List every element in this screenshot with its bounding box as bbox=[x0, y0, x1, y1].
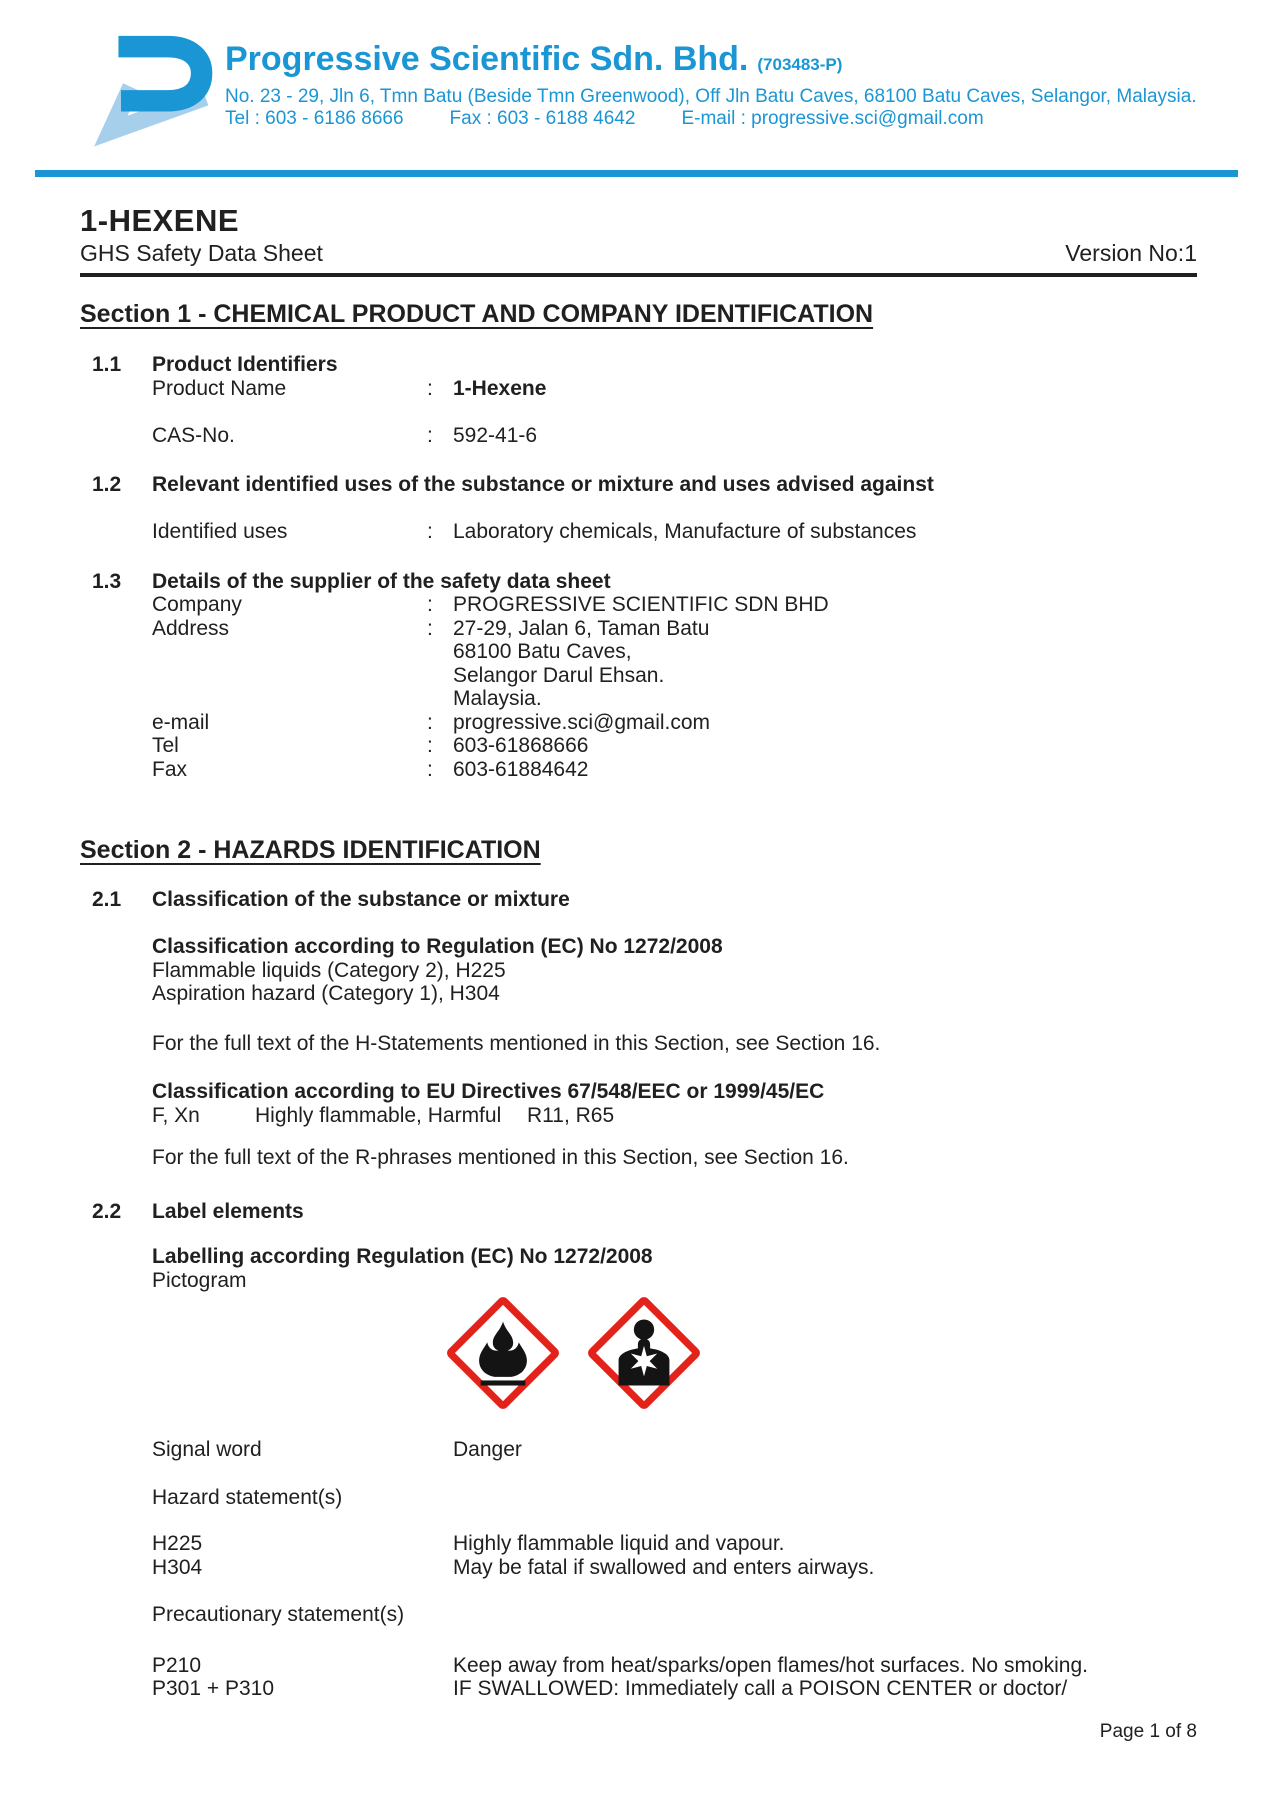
precautionary-code: P301 + P310 bbox=[152, 1677, 275, 1700]
precautionary-text: IF SWALLOWED: Immediately call a POISON CENTER or doctor/ bbox=[453, 1677, 1068, 1700]
section-2-heading: Section 2 - HAZARDS IDENTIFICATION bbox=[80, 836, 541, 864]
supplier-address-row bbox=[152, 640, 1197, 664]
eu-r-phrases: R11, R65 bbox=[527, 1103, 615, 1127]
version-label: Version No:1 bbox=[1065, 240, 1197, 266]
supplier-address-row bbox=[152, 617, 1197, 641]
subsection-1-2 bbox=[80, 473, 1197, 544]
precautionary-text: Keep away from heat/sparks/open flames/hot surfaces. No smoking. bbox=[453, 1653, 1088, 1677]
colon: : bbox=[427, 520, 433, 543]
doc-type: GHS Safety Data Sheet bbox=[80, 240, 323, 266]
subsection-1-3 bbox=[80, 570, 1197, 782]
hazard-statement-row bbox=[152, 1532, 1197, 1556]
company-tel: Tel : 603 - 6186 8666 bbox=[225, 108, 404, 129]
colon: : bbox=[427, 757, 433, 781]
supplier-address-row bbox=[152, 664, 1197, 688]
subsection-2-1 bbox=[80, 888, 1197, 1170]
subsection-number: 1.1 bbox=[92, 353, 122, 376]
r-phrases-note: For the full text of the R-phrases mentioned in this Section, see Section 16. bbox=[152, 1146, 849, 1169]
signal-word-label: Signal word bbox=[152, 1438, 262, 1461]
fax-label: Fax bbox=[152, 757, 188, 781]
logo-ribbon-dark bbox=[118, 47, 201, 101]
product-title: 1-HEXENE bbox=[80, 203, 240, 238]
section-1-heading: Section 1 - CHEMICAL PRODUCT AND COMPANY IDENTIFICATION bbox=[80, 300, 874, 328]
supplier-address-row bbox=[152, 687, 1197, 711]
colon: : bbox=[427, 423, 433, 447]
subsection-title: Relevant identified uses of the substance or mixture and uses advised against bbox=[152, 473, 934, 496]
clp-classification-item: Aspiration hazard (Category 1), H304 bbox=[152, 982, 500, 1005]
hazard-text: Highly flammable liquid and vapour. bbox=[453, 1532, 785, 1555]
address-line-2: 68100 Batu Caves, bbox=[453, 640, 632, 663]
supplier-company-row bbox=[152, 593, 1197, 617]
eu-classification-heading: Classification according to EU Directives 67/548/EEC or 1999/45/EC bbox=[152, 1080, 825, 1103]
subsection-number: 2.1 bbox=[92, 888, 122, 911]
colon: : bbox=[427, 616, 433, 640]
precautionary-statement-row bbox=[152, 1654, 1197, 1678]
subsection-2-2 bbox=[80, 1200, 1197, 1701]
address-label: Address bbox=[152, 616, 230, 640]
subsection-number: 1.2 bbox=[92, 473, 122, 496]
subsection-number: 1.3 bbox=[92, 569, 122, 593]
cas-row bbox=[152, 424, 1197, 448]
company-reg-no: (703483-P) bbox=[757, 55, 843, 74]
precautionary-statements-heading: Precautionary statement(s) bbox=[152, 1603, 405, 1626]
pictogram-label: Pictogram bbox=[152, 1268, 247, 1292]
health-hazard-icon bbox=[583, 1292, 705, 1414]
email-label: e-mail bbox=[152, 710, 210, 734]
product-name-label: Product Name bbox=[152, 376, 287, 400]
clp-classification-item: Flammable liquids (Category 2), H225 bbox=[152, 958, 506, 982]
doc-subtitle-row bbox=[80, 241, 1197, 265]
company-address: No. 23 - 29, Jln 6, Tmn Batu (Beside Tmn Greenwood), Off Jln Batu Caves, 68100 Batu Caves, Selangor, Malaysia. bbox=[225, 86, 1197, 107]
hazard-text: May be fatal if swallowed and enters airways. bbox=[453, 1555, 875, 1579]
flame-icon bbox=[442, 1292, 564, 1414]
ghs-pictograms bbox=[442, 1292, 1197, 1414]
company-name-line bbox=[225, 40, 842, 84]
address-line-4: Malaysia. bbox=[453, 687, 542, 710]
title-divider bbox=[80, 273, 1197, 277]
signal-word-value: Danger bbox=[453, 1438, 522, 1461]
product-name-value: 1-Hexene bbox=[453, 376, 547, 400]
subsection-title: Label elements bbox=[152, 1199, 304, 1223]
hazard-statements-heading: Hazard statement(s) bbox=[152, 1485, 343, 1509]
address-line-3: Selangor Darul Ehsan. bbox=[453, 663, 665, 687]
supplier-email-row bbox=[152, 711, 1197, 735]
precautionary-statement-row bbox=[152, 1677, 1197, 1701]
document-body bbox=[80, 176, 1197, 1701]
labelling-heading: Labelling according Regulation (EC) No 1272/2008 bbox=[152, 1245, 653, 1268]
identified-uses-label: Identified uses bbox=[152, 520, 288, 543]
subsection-title: Details of the supplier of the safety data sheet bbox=[152, 569, 611, 593]
company-label: Company bbox=[152, 593, 242, 616]
address-line-1: 27-29, Jalan 6, Taman Batu bbox=[453, 616, 710, 640]
identified-uses-value: Laboratory chemicals, Manufacture of substances bbox=[453, 520, 917, 543]
eu-classification-row bbox=[152, 1104, 1197, 1128]
company-value: PROGRESSIVE SCIENTIFIC SDN BHD bbox=[453, 593, 829, 616]
supplier-fax-row bbox=[152, 758, 1197, 782]
signal-word-row bbox=[152, 1438, 1197, 1462]
company-name: Progressive Scientific Sdn. Bhd. bbox=[225, 40, 749, 78]
company-logo-icon bbox=[92, 28, 218, 156]
company-fax: Fax : 603 - 6188 4642 bbox=[449, 108, 636, 129]
hazard-code: H304 bbox=[152, 1555, 203, 1579]
subsection-number: 2.2 bbox=[92, 1199, 122, 1223]
colon: : bbox=[427, 376, 433, 400]
company-contact-line bbox=[225, 108, 984, 129]
subsection-1-1 bbox=[80, 353, 1197, 447]
h-statements-note: For the full text of the H-Statements mentioned in this Section, see Section 16. bbox=[152, 1031, 881, 1055]
subsection-title: Classification of the substance or mixture bbox=[152, 888, 570, 911]
supplier-tel-row bbox=[152, 734, 1197, 758]
product-name-row bbox=[152, 377, 1197, 401]
tel-label: Tel bbox=[152, 734, 179, 757]
clp-classification-heading: Classification according to Regulation (EC) No 1272/2008 bbox=[152, 935, 723, 958]
flame-baseline bbox=[481, 1380, 526, 1385]
precautionary-code: P210 bbox=[152, 1653, 202, 1677]
fax-value: 603-61884642 bbox=[453, 757, 589, 781]
colon: : bbox=[427, 710, 433, 734]
colon: : bbox=[427, 734, 433, 757]
colon: : bbox=[427, 593, 433, 616]
eu-hazard-text: Highly flammable, Harmful bbox=[255, 1103, 502, 1127]
cas-value: 592-41-6 bbox=[453, 423, 538, 447]
subsection-title: Product Identifiers bbox=[152, 353, 338, 376]
hazard-code: H225 bbox=[152, 1532, 203, 1555]
email-value: progressive.sci@gmail.com bbox=[453, 710, 711, 734]
identified-uses-row bbox=[152, 520, 1197, 544]
page-number: Page 1 of 8 bbox=[1099, 1721, 1197, 1742]
cas-label: CAS-No. bbox=[152, 423, 235, 447]
tel-value: 603-61868666 bbox=[453, 734, 589, 757]
hazard-statement-row bbox=[152, 1556, 1197, 1580]
person-head bbox=[634, 1319, 654, 1339]
company-email: E-mail : progressive.sci@gmail.com bbox=[681, 108, 984, 129]
eu-symbols: F, Xn bbox=[152, 1103, 200, 1127]
